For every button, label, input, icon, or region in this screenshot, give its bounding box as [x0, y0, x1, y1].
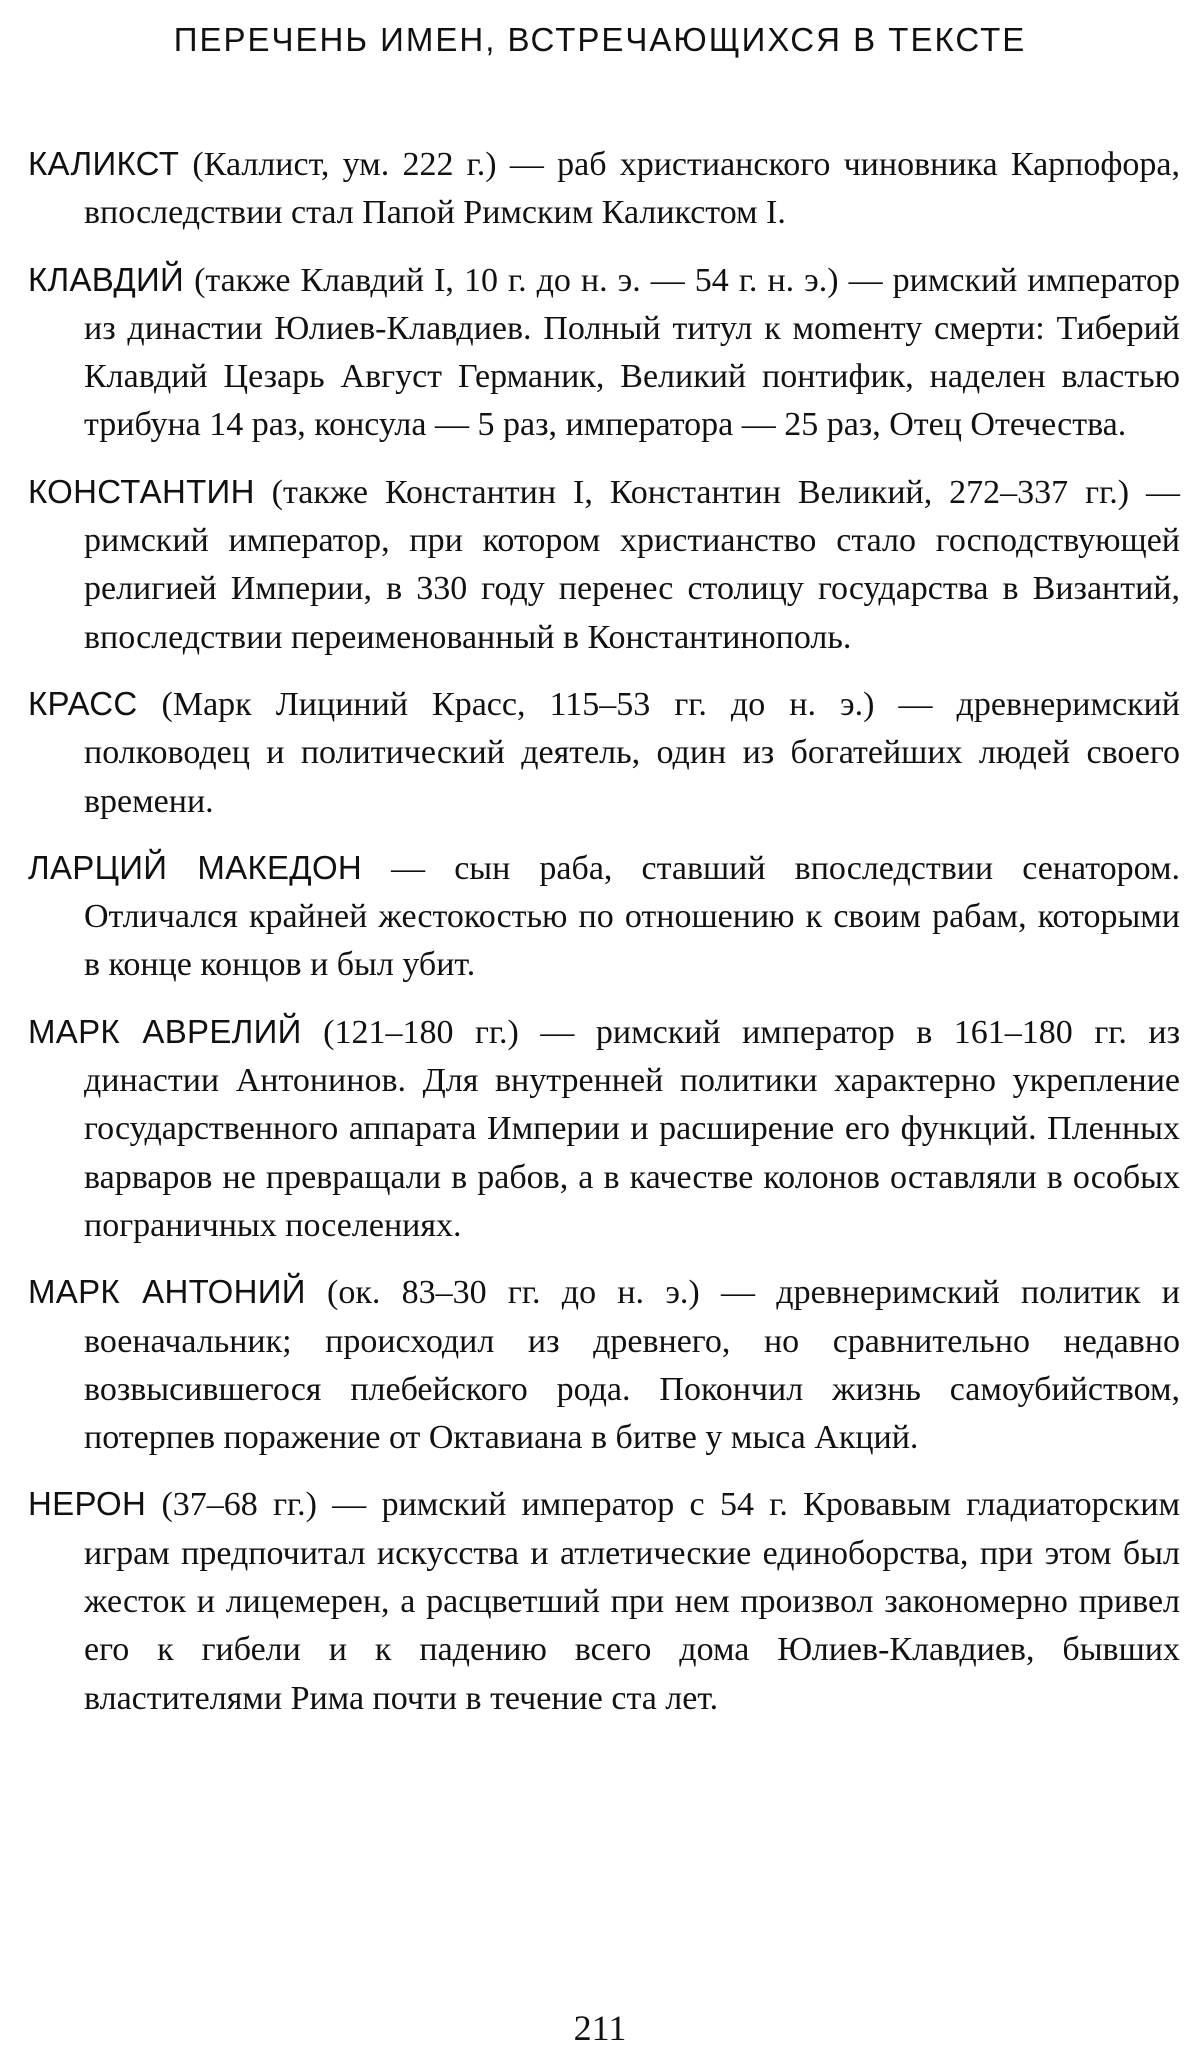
- index-entry: [28, 1480, 1180, 1722]
- entry-description: (37–68 гг.) — римский император с 54 г. Кровавым гладиаторским играм предпочитал искусства и атлетические единоборства, при этом был жесток и лицемерен, а расцветший при нем произвол закономерно привел его к гибели и к падению всего дома Юлиев-Клавдиев, бывших властителями Рима почти в течение ста лет.: [84, 1486, 1180, 1717]
- index-entry: [28, 1268, 1180, 1462]
- entry-name: МАРК АВРЕЛИЙ: [28, 1012, 302, 1050]
- index-entry: [28, 140, 1180, 238]
- index-entry: [28, 468, 1180, 662]
- page-header: ПЕРЕЧЕНЬ ИМЕН, ВСТРЕЧАЮЩИХСЯ В ТЕКСТЕ: [173, 21, 1027, 58]
- entry-description: (121–180 гг.) — римский император в 161–180 гг. из династии Антонинов. Для внутренней политики характерно укрепление государственного аппарата Империи и расширение его функций. Пленных варваров не превращали в рабов, а в качестве колонов оставляли в особых пограничных поселениях.: [84, 1013, 1181, 1244]
- entry-description: (ок. 83–30 гг. до н. э.) — древнеримский политик и военачальник; происходил из древнего, но сравнительно недавно возвысившегося плебейского рода. Покончил жизнь самоубийством, потерпев поражение от Октавиана в битве у мыса Акций.: [84, 1274, 1180, 1457]
- entry-name: ЛАРЦИЙ МАКЕДОН: [28, 848, 363, 886]
- index-entry: [28, 256, 1180, 450]
- index-entry: [28, 1008, 1180, 1250]
- name-index-list: [28, 140, 1180, 1741]
- entry-description: (также Константин I, Константин Великий, 272–337 гг.) — римский император, при котором христианство стало господствующей религией Империи, в 330 году перенес столицу государства в Византий, впоследствии переименованный в Константинополь.: [84, 473, 1180, 656]
- page-number: 211: [573, 2008, 627, 2048]
- entry-name: КОНСТАНТИН: [28, 472, 255, 510]
- entry-description: — сын раба, ставший впоследствии сенатором. Отличался крайней жестокостью по отношению к своим рабам, которыми в конце концов и был убит.: [84, 849, 1180, 984]
- entry-description: (также Клавдий I, 10 г. до н. э. — 54 г. н. э.) — римский император из династии Юлиев-Клавдиев. Полный титул к моmенту смерти: Тиберий Клавдий Цезарь Август Германик, Великий понтифик, наделен властью трибуна 14 раз, консула — 5 раз, императора — 25 раз, Отец Отечества.: [84, 261, 1180, 444]
- index-entry: [28, 844, 1180, 990]
- entry-name: КРАСС: [28, 684, 138, 722]
- index-entry: [28, 680, 1180, 826]
- entry-name: НЕРОН: [28, 1485, 147, 1523]
- entry-name: КАЛИКСТ: [28, 145, 180, 182]
- entry-name: КЛАВДИЙ: [28, 260, 185, 298]
- entry-description: (Каллист, ум. 222 г.) — раб христианского чиновника Карпофора, впоследствии стал Папой Римским Каликстом I.: [84, 146, 1180, 232]
- entry-name: МАРК АНТОНИЙ: [28, 1273, 306, 1311]
- entry-description: (Марк Лициний Красс, 115–53 гг. до н. э.) — древнеримский полководец и политический деятель, один из богатейших людей своего времени.: [84, 685, 1180, 820]
